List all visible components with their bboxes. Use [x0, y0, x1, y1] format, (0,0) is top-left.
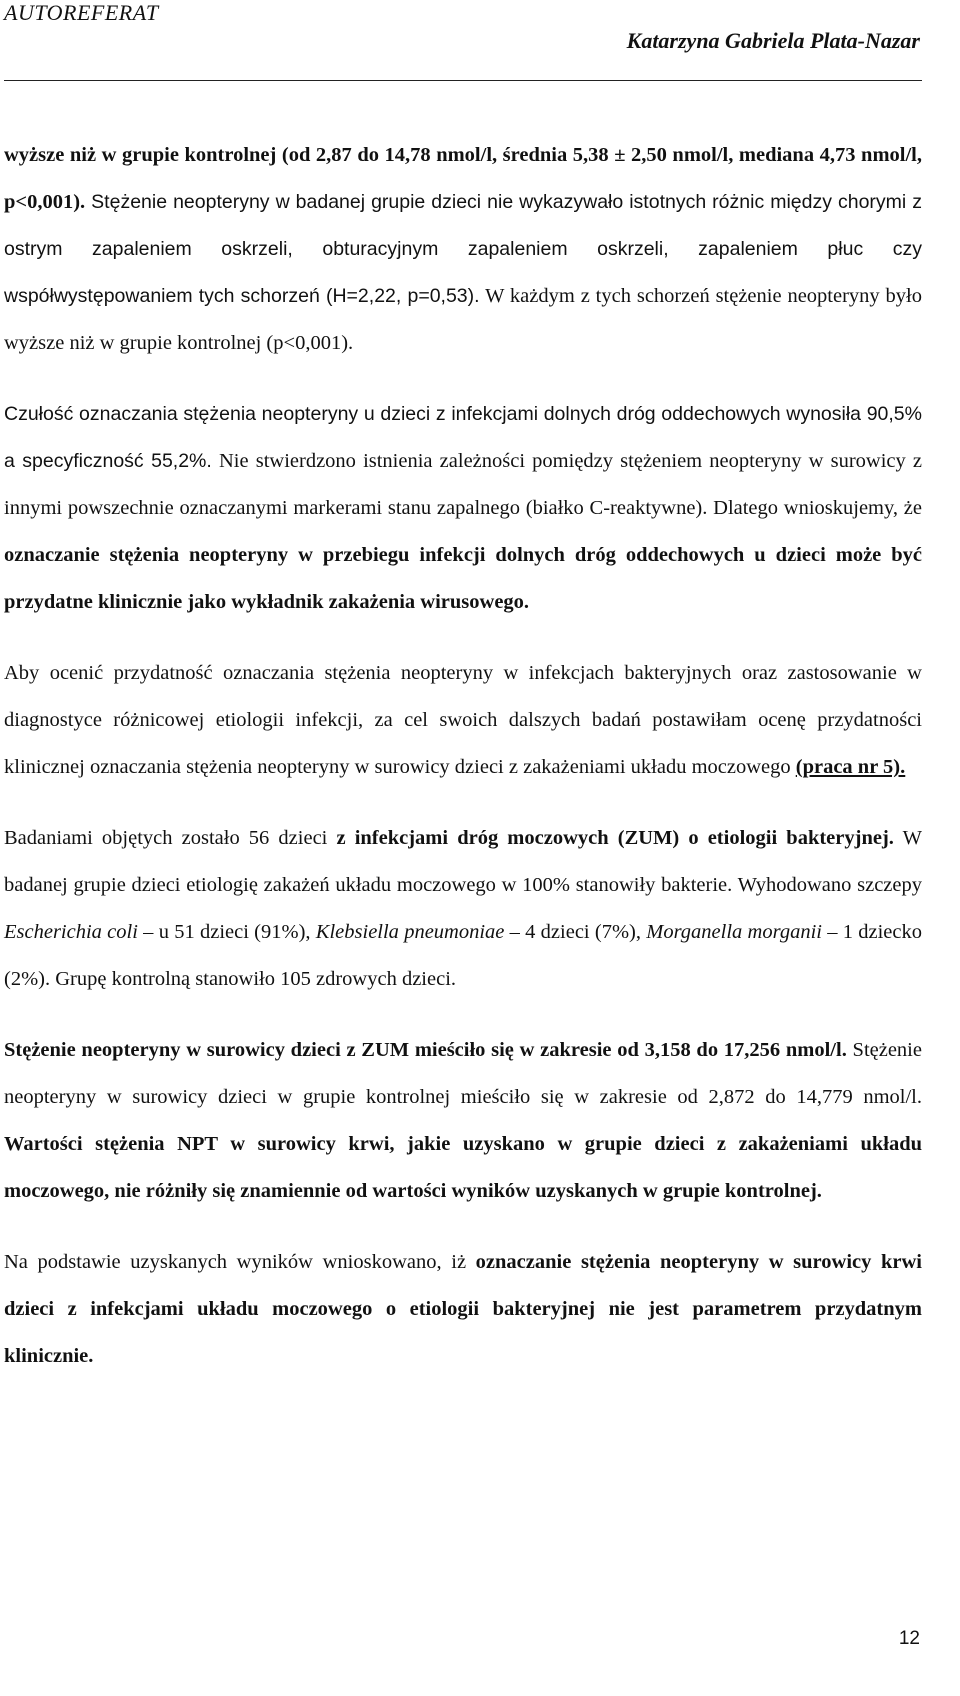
paragraph-3 [4, 650, 922, 791]
paragraph-1 [4, 132, 922, 367]
paragraph-2-text: Czułość oznaczania stężenia neopteryny u dzieci z infekcjami dolnych dróg oddechowych wynosiła 90,5% a specyficzność 55,2%. [4, 403, 922, 472]
paragraph-2 [4, 391, 922, 626]
paragraph-2-middle: Nie stwierdzono istnienia zależności pomiędzy stężeniem neopteryny w surowicy z innymi powszechnie oznaczanymi markerami stanu zapalnego (białko C-reaktywne). Dlatego wnioskujemy, że [4, 450, 922, 519]
paragraph-6-conclusion: oznaczanie stężenia neopteryny w surowicy krwi dzieci z infekcjami układu moczowego o etiologii bakteryjnej nie jest parametrem przydatnym klinicznie. [4, 1251, 922, 1367]
paragraph-6-text: Na podstawie uzyskanych wyników wnioskowano, iż [4, 1251, 476, 1273]
species-morganella: Morganella morganii [646, 921, 822, 943]
paragraph-4-text-b: W badanej grupie dzieci etiologię zakażeń układu moczowego w 100% stanowiły bakterie. Wyhodowano szczepy [4, 827, 923, 896]
paragraph-1-tail: W każdym z tych schorzeń stężenie neopteryny było wyższe niż w grupie kontrolnej (p<0,001). [4, 285, 922, 354]
paragraph-5 [4, 1027, 922, 1215]
paragraph-4-bold: z infekcjami dróg moczowych (ZUM) o etiologii bakteryjnej. [336, 827, 894, 849]
paragraph-4 [4, 815, 922, 1003]
paragraph-5-bold-a: Stężenie neopteryny w surowicy dzieci z ZUM mieściło się w zakresie od 3,158 do 17,256 nmol/l. [4, 1039, 847, 1061]
paragraph-4-text-d: – 4 dzieci (7%), [504, 921, 647, 943]
paragraph-2-conclusion: oznaczanie stężenia neopteryny w przebiegu infekcji dolnych dróg oddechowych u dzieci może być przydatne klinicznie jako wykładnik zakażenia wirusowego. [4, 544, 922, 613]
document-body [4, 132, 922, 1404]
paragraph-4-text-a: Badaniami objętych zostało 56 dzieci [4, 827, 337, 849]
species-escherichia: Escherichia coli [4, 921, 138, 943]
header-author: Katarzyna Gabriela Plata-Nazar [626, 28, 920, 53]
paragraph-4-text-e: – 1 dziecko (2%). Grupę kontrolną stanowiło 105 zdrowych dzieci. [4, 921, 922, 990]
paragraph-4-text-c: – u 51 dzieci (91%), [137, 921, 316, 943]
paragraph-6 [4, 1239, 922, 1380]
paragraph-3-reference: (praca nr 5). [795, 756, 906, 778]
paragraph-1-bold: wyższe niż w grupie kontrolnej (od 2,87 do 14,78 nmol/l, średnia 5,38 ± 2,50 nmol/l, mediana 4,73 nmol/l, p<0,001). [4, 144, 922, 213]
page-number: 12 [898, 1628, 920, 1649]
paragraph-3-text: Aby ocenić przydatność oznaczania stężenia neopteryny w infekcjach bakteryjnych oraz zastosowanie w diagnostyce różnicowej etiologii infekcji, za cel swoich dalszych badań postawiłam ocenę przydatności klinicznej oznaczania stężenia neopteryny w surowicy dzieci z zakażeniami układu moczowego [4, 662, 922, 778]
paragraph-5-text: Stężenie neopteryny w surowicy dzieci w grupie kontrolnej mieściło się w zakresie od 2,872 do 14,779 nmol/l. [4, 1039, 922, 1108]
species-klebsiella: Klebsiella pneumoniae [315, 921, 505, 943]
paragraph-5-bold-b: Wartości stężenia NPT w surowicy krwi, jakie uzyskano w grupie dzieci z zakażeniami układu moczowego, nie różniły się znamiennie od wartości wyników uzyskanych w grupie kontrolnej. [4, 1133, 922, 1202]
header-divider [4, 80, 922, 81]
paragraph-1-text: Stężenie neopteryny w badanej grupie dzieci nie wykazywało istotnych różnic między chorymi z ostrym zapaleniem oskrzeli, obturacyjnym zapaleniem oskrzeli, zapaleniem płuc czy współwystępowaniem tych schorzeń (H=2,22, p=0,53). [4, 191, 922, 307]
header-title: AUTOREFERAT [4, 0, 159, 25]
